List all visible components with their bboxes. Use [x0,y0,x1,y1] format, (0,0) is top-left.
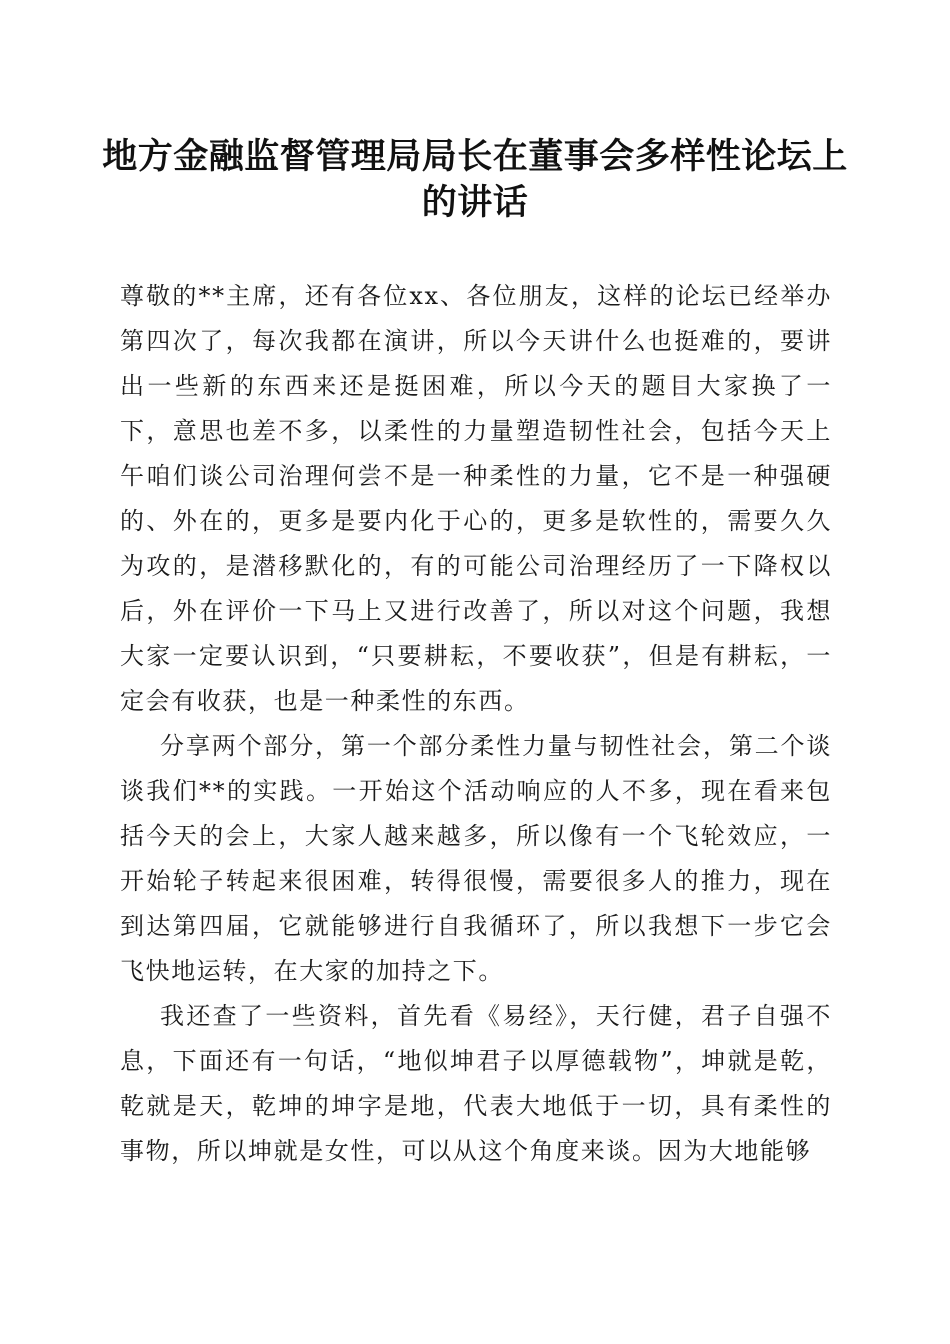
paragraph-2: 分享两个部分，第一个部分柔性力量与韧性社会，第二个谈谈我们**的实践。一开始这个活动响应的人不多，现在看来包括今天的会上，大家人越来越多，所以像有一个飞轮效应，一开始轮子转起来很困难，转得很慢，需要很多人的推力，现在到达第四届，它就能够进行自我循环了，所以我想下一步它会飞快地运转，在大家的加持之下。 [120,732,832,985]
document-title: 地方金融监督管理局局长在董事会多样性论坛上的讲话 [102,136,848,223]
paragraph-1: 尊敬的**主席，还有各位xx、各位朋友，这样的论坛已经举办第四次了，每次我都在演讲，所以今天讲什么也挺难的，要讲出一些新的东西来还是挺困难，所以今天的题目大家换了一下，意思也差不多，以柔性的力量塑造韧性社会，包括今天上午咱们谈公司治理何尝不是一种柔性的力量，它不是一种强硬的、外在的，更多是要内化于心的，更多是软性的，需要久久为攻的，是潜移默化的，有的可能公司治理经历了一下降权以后，外在评价一下马上又进行改善了，所以对这个问题，我想大家一定要认识到，“只要耕耘，不要收获”，但是有耕耘，一定会有收获，也是一种柔性的东西。 [120,282,832,715]
paragraph-3: 我还查了一些资料，首先看《易经》，天行健，君子自强不息，下面还有一句话，“地似坤君子以厚德载物”，坤就是乾，乾就是天，乾坤的坤字是地，代表大地低于一切，具有柔性的事物，所以坤就是女性，可以从这个角度来谈。因为大地能够 [120,1002,832,1165]
document-body [120,274,832,1174]
